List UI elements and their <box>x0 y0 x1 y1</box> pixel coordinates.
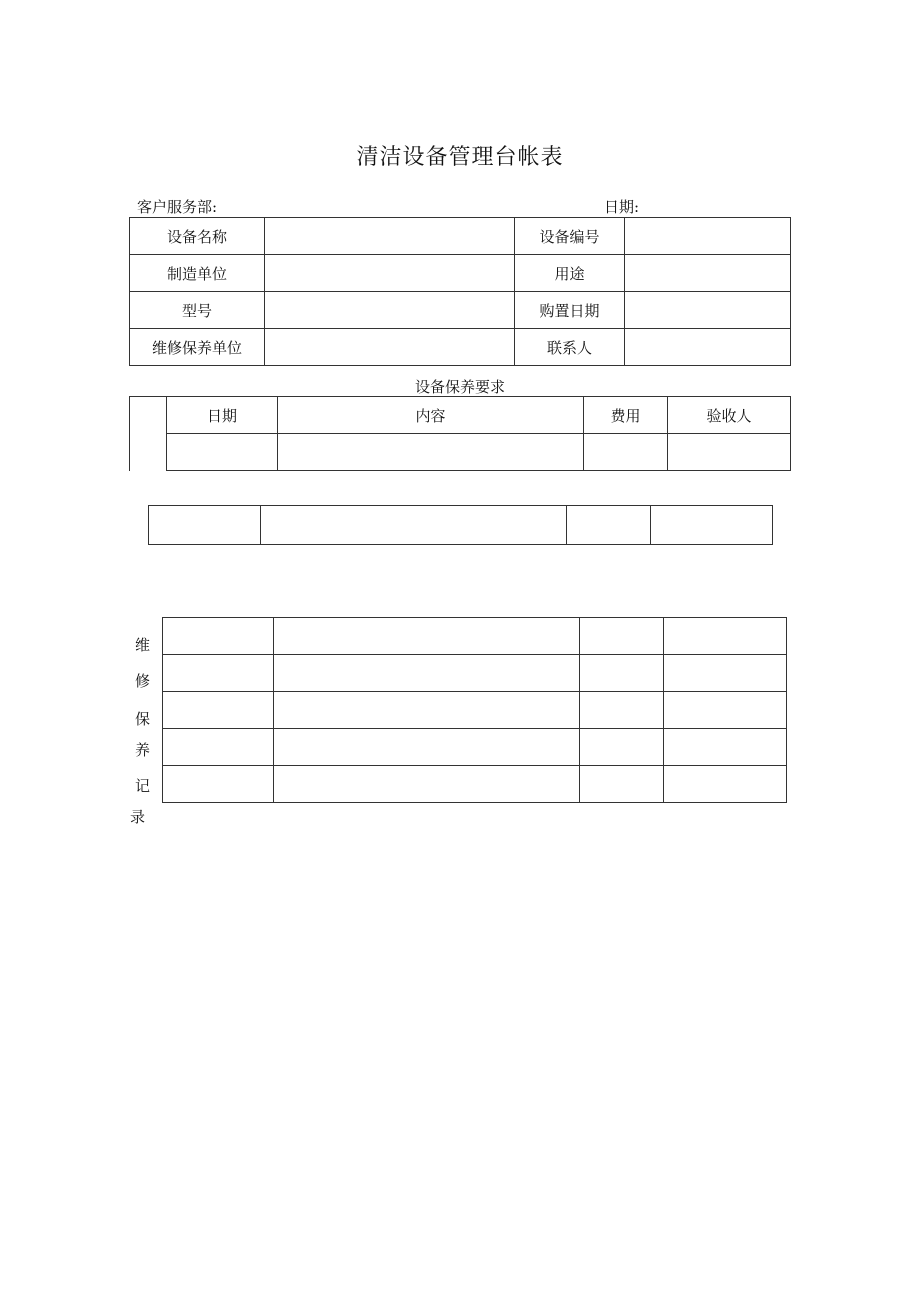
cell-date[interactable] <box>163 766 274 803</box>
maintenance-record-table <box>162 617 787 803</box>
purchase-date-label: 购置日期 <box>515 292 625 329</box>
cell-cost[interactable] <box>584 434 668 471</box>
table-row <box>163 692 787 729</box>
record-label-char: 修 <box>135 672 151 690</box>
page-title: 清洁设备管理台帐表 <box>356 145 564 170</box>
record-label-char: 录 <box>130 808 146 826</box>
table-row <box>130 292 791 329</box>
cell-inspector[interactable] <box>668 434 791 471</box>
column-header-inspector: 验收人 <box>668 397 791 434</box>
record-label-char: 记 <box>135 777 151 795</box>
date-label: 日期: <box>604 198 640 216</box>
table-row <box>149 506 773 545</box>
table-row <box>130 218 791 255</box>
cell-date[interactable] <box>163 655 274 692</box>
model-label: 型号 <box>130 292 265 329</box>
cell-cost[interactable] <box>580 655 664 692</box>
record-label-char: 养 <box>135 741 151 759</box>
cell-cost[interactable] <box>580 692 664 729</box>
contact-label: 联系人 <box>515 329 625 366</box>
cell-content[interactable] <box>274 766 580 803</box>
requirements-continuation-table <box>148 505 773 545</box>
equipment-name-value[interactable] <box>265 218 515 255</box>
table-row <box>163 655 787 692</box>
cell-content[interactable] <box>274 618 580 655</box>
table-header-row <box>130 397 791 434</box>
column-header-cost: 费用 <box>584 397 668 434</box>
maintenance-requirements-title: 设备保养要求 <box>414 378 505 396</box>
manufacturer-label: 制造单位 <box>130 255 265 292</box>
model-value[interactable] <box>265 292 515 329</box>
maintenance-unit-value[interactable] <box>265 329 515 366</box>
cell-content[interactable] <box>278 434 584 471</box>
table-row <box>130 255 791 292</box>
equipment-name-label: 设备名称 <box>130 218 265 255</box>
usage-value[interactable] <box>625 255 791 292</box>
equipment-info-table <box>129 217 791 366</box>
cell-cost[interactable] <box>580 766 664 803</box>
table-row <box>130 329 791 366</box>
cell-date[interactable] <box>149 506 261 545</box>
cell-date[interactable] <box>163 618 274 655</box>
cell-content[interactable] <box>261 506 567 545</box>
equipment-number-value[interactable] <box>625 218 791 255</box>
cell-inspector[interactable] <box>664 618 787 655</box>
cell-inspector[interactable] <box>664 655 787 692</box>
cell-inspector[interactable] <box>664 729 787 766</box>
column-header-content: 内容 <box>278 397 584 434</box>
table-row <box>163 766 787 803</box>
cell-date[interactable] <box>163 729 274 766</box>
equipment-number-label: 设备编号 <box>515 218 625 255</box>
cell-cost[interactable] <box>580 618 664 655</box>
record-label-char: 维 <box>135 636 151 654</box>
purchase-date-value[interactable] <box>625 292 791 329</box>
cell-content[interactable] <box>274 692 580 729</box>
maintenance-unit-label: 维修保养单位 <box>130 329 265 366</box>
cell-date[interactable] <box>163 692 274 729</box>
cell-inspector[interactable] <box>664 692 787 729</box>
column-header-date: 日期 <box>167 397 278 434</box>
cell-cost[interactable] <box>567 506 651 545</box>
side-blank-cell <box>130 397 167 471</box>
cell-cost[interactable] <box>580 729 664 766</box>
cell-inspector[interactable] <box>651 506 773 545</box>
contact-value[interactable] <box>625 329 791 366</box>
cell-date[interactable] <box>167 434 278 471</box>
department-label: 客户服务部: <box>137 198 218 216</box>
cell-inspector[interactable] <box>664 766 787 803</box>
table-row <box>163 729 787 766</box>
cell-content[interactable] <box>274 655 580 692</box>
table-row <box>130 434 791 471</box>
maintenance-requirements-table <box>129 396 791 471</box>
table-row <box>163 618 787 655</box>
cell-content[interactable] <box>274 729 580 766</box>
usage-label: 用途 <box>515 255 625 292</box>
manufacturer-value[interactable] <box>265 255 515 292</box>
record-label-char: 保 <box>135 710 151 728</box>
